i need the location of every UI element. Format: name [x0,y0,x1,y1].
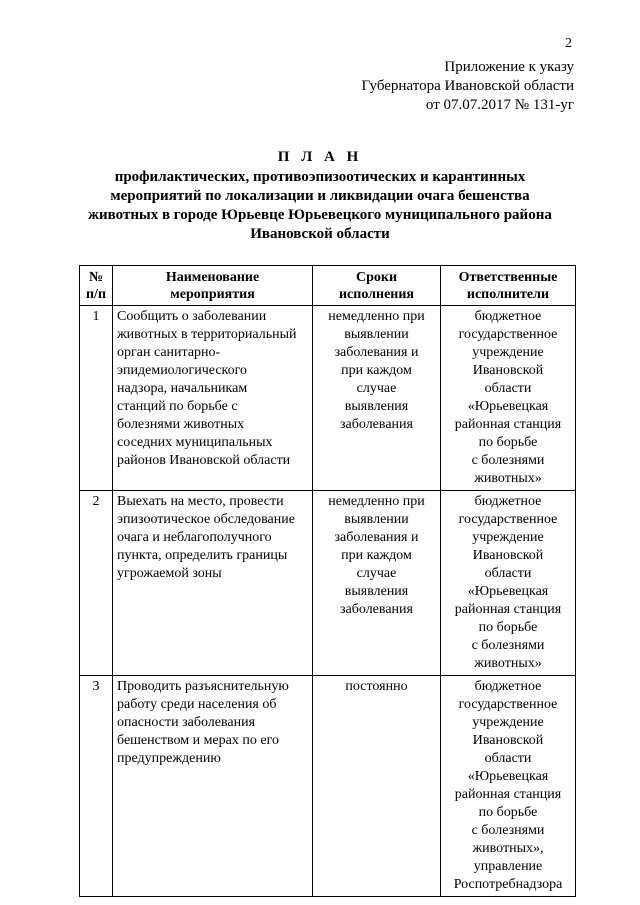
cell-line: надзора, начальникам [117,381,248,396]
cell-line: немедленно при [328,309,425,324]
cell-line: животных» [474,471,542,486]
cell-exec [441,306,576,491]
cell-line: 3 [92,679,100,694]
appendix-header [361,58,574,115]
cell-line: орган санитарно- [117,345,221,360]
cell-line: опасности заболевания [117,715,256,730]
cell-line: выявлении [344,327,409,342]
cell-line: с болезнями [471,823,545,838]
cell-line: соседних муниципальных [117,435,273,450]
cell-line: государственное [458,697,558,712]
title-line: профилактических, противоэпизоотических и карантинных [114,169,526,185]
cell-line: заболевания [340,602,413,617]
cell-line: бешенством и мерах по его [117,733,279,748]
cell-line: районная станция [454,787,562,802]
table-row [80,676,576,897]
appendix-line: Приложение к указу [444,59,574,75]
cell-name [113,676,313,897]
cell-line: области [484,566,532,581]
cell-line: Ивановской [472,733,544,748]
cell-line: «Юрьевецкая [467,399,549,414]
cell-line: Ивановской [472,548,544,563]
title-line: животных в городе Юрьевце Юрьевецкого муниципального района [88,207,552,223]
cell-line: случае [356,381,397,396]
cell-line: выявлении [344,512,409,527]
cell-line: государственное [458,327,558,342]
table-header-row [80,266,576,306]
cell-exec [441,676,576,897]
cell-line: животных» [474,656,542,671]
cell-line: болезнями животных [117,417,245,432]
plan-heading: П Л А Н [277,149,363,165]
cell-line: эпизоотическое обследование [117,512,295,527]
table-row [80,491,576,676]
cell-line: предупреждению [117,751,221,766]
cell-num [80,491,113,676]
cell-line: постоянно [345,679,408,694]
cell-line: с болезнями [471,453,545,468]
cell-line: животных», [472,841,544,856]
table-row [80,306,576,491]
header-name: Наименование мероприятия [113,266,313,306]
cell-line: выявления [344,584,409,599]
cell-line: немедленно при [328,494,425,509]
cell-num [80,676,113,897]
appendix-line: от 07.07.2017 № 131-уг [425,97,574,113]
cell-line: области [484,381,532,396]
cell-line: при каждом [341,363,412,378]
plan-table [79,265,576,897]
cell-line: Выехать на место, провести [117,494,284,509]
cell-line: бюджетное [474,309,542,324]
cell-line: заболевания и [334,530,419,545]
cell-line: очага и неблагополучного [117,530,272,545]
cell-line: Проводить разъяснительную [117,679,289,694]
cell-line: по борьбе [478,435,538,450]
cell-line: животных в территориальный [117,327,297,342]
cell-line: управление [473,859,543,874]
cell-name [113,491,313,676]
page-number: 2 [565,36,572,51]
cell-line: работу среди населения об [117,697,277,712]
cell-line: учреждение [472,345,544,360]
cell-line: Ивановской [472,363,544,378]
appendix-line: Губернатора Ивановской области [361,78,574,94]
cell-line: пункта, определить границы [117,548,288,563]
cell-line: 2 [92,494,100,509]
cell-line: эпидемиологического [117,363,248,378]
cell-line: заболевания [340,417,413,432]
cell-line: учреждение [472,530,544,545]
cell-line: Сообщить о заболевании [117,309,267,324]
header-term: Сроки исполнения [313,266,441,306]
cell-line: районов Ивановской области [117,453,291,468]
cell-name [113,306,313,491]
cell-line: станций по борьбе с [117,399,238,414]
title-line: мероприятий по локализации и ликвидации очага бешенства [110,188,530,204]
cell-line: районная станция [454,417,562,432]
title-line: Ивановской области [250,226,390,242]
cell-line: области [484,751,532,766]
header-exec: Ответственные исполнители [441,266,576,306]
cell-line: по борьбе [478,620,538,635]
cell-line: бюджетное [474,494,542,509]
cell-line: бюджетное [474,679,542,694]
cell-line: учреждение [472,715,544,730]
cell-line: с болезнями [471,638,545,653]
header-num: № п/п [80,266,113,306]
cell-line: угрожаемой зоны [117,566,222,581]
cell-term [313,676,441,897]
cell-num [80,306,113,491]
document-title [0,148,640,244]
cell-line: случае [356,566,397,581]
cell-line: «Юрьевецкая [467,769,549,784]
cell-line: по борьбе [478,805,538,820]
cell-line: «Юрьевецкая [467,584,549,599]
cell-line: 1 [92,309,100,324]
cell-term [313,306,441,491]
cell-exec [441,491,576,676]
cell-line: при каждом [341,548,412,563]
cell-line: государственное [458,512,558,527]
cell-line: районная станция [454,602,562,617]
cell-line: Роспотребнадзора [453,877,563,892]
cell-line: заболевания и [334,345,419,360]
cell-line: выявления [344,399,409,414]
cell-term [313,491,441,676]
